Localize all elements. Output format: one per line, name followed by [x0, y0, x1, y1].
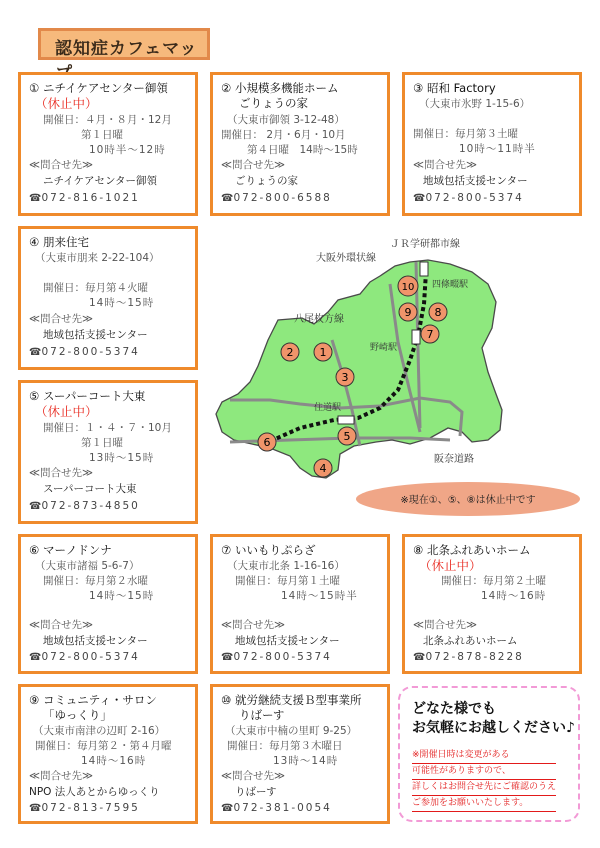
welcome-message: どなた様でも お気軽にお越しください♪ [412, 701, 575, 736]
label-jr-line: ＪＲ学研都市線 [390, 239, 460, 250]
cafe-name: ⑦ いいもりぷらざ [221, 543, 316, 557]
schedule-time: 13時～14時 [273, 755, 339, 767]
contact-label: ≪問合せ先≫ [221, 619, 285, 631]
schedule-day: 開催日：毎月第２・第４月曜 [35, 740, 172, 752]
contact-name: 地域包括支援センター [423, 175, 528, 187]
area-map [210, 232, 590, 528]
address: （大東市御領 3-12-48） [227, 114, 345, 126]
cafe-name-2: りばーす [239, 708, 285, 722]
contact-name: スーパーコート大東 [43, 483, 137, 495]
phone-number: ☎072-800-5374 [413, 192, 524, 204]
schedule-time: 13時～15時 [89, 452, 155, 464]
cafe-card-4 [18, 226, 198, 370]
cafe-card-1 [18, 72, 198, 216]
phone-number: ☎072-878-8228 [413, 651, 524, 663]
phone-number: ☎072-381-0054 [221, 802, 332, 814]
svg-text:1: 1 [319, 346, 327, 359]
contact-name: NPO 法人あとからゆっくり [29, 786, 160, 798]
cafe-name: ⑨ コミュニティ・サロン [29, 693, 157, 707]
svg-text:3: 3 [341, 371, 349, 384]
schedule-time: 10時～11時半 [459, 143, 536, 155]
cafe-name: ④ 朋来住宅 [29, 235, 89, 249]
contact-name: 地域包括支援センター [43, 329, 148, 341]
cafe-name: ⑩ 就労継続支援Ｂ型事業所 [221, 693, 362, 707]
svg-text:10: 10 [401, 282, 415, 293]
phone-icon: ☎ [29, 193, 42, 204]
contact-name: 北条ふれあいホーム [423, 635, 518, 647]
svg-text:2: 2 [286, 346, 294, 359]
phone-number: ☎072-873-4850 [29, 500, 140, 512]
cafe-name: ⑥ マーノドンナ [29, 543, 112, 557]
address: （大東市北条 1-16-16） [227, 560, 345, 572]
schedule-months: 開催日：１・４・７・10月 [43, 422, 172, 434]
svg-text:8: 8 [434, 306, 442, 319]
schedule-months: 開催日：４月・８月・12月 [43, 114, 172, 126]
phone-number: ☎072-813-7595 [29, 802, 140, 814]
phone-icon: ☎ [29, 803, 42, 814]
schedule-day: 開催日：毎月第３木曜日 [227, 740, 343, 752]
address: （大東市諸福 5-6-7） [35, 560, 140, 572]
cafe-name: ⑧ 北条ふれあいホーム [413, 543, 531, 557]
phone-number: ☎072-816-1021 [29, 192, 140, 204]
address: （大東市氷野 1-15-6） [419, 98, 531, 110]
phone-icon: ☎ [221, 193, 234, 204]
schedule-time: 14時～15時半 [281, 590, 358, 602]
contact-label: ≪問合せ先≫ [221, 770, 285, 782]
svg-text:7: 7 [426, 328, 434, 341]
schedule-day: 開催日：毎月第４火曜 [43, 282, 148, 294]
contact-label: ≪問合せ先≫ [413, 619, 477, 631]
phone-icon: ☎ [29, 347, 42, 358]
contact-name: りばーす [235, 786, 277, 798]
cafe-name: ⑤ スーパーコート大東 [29, 389, 146, 403]
contact-label: ≪問合せ先≫ [29, 313, 93, 325]
schedule-day: 開催日：毎月第１土曜 [235, 575, 340, 587]
label-shijonawate: 四條畷駅 [432, 280, 469, 290]
address: （大東市中楠の里町 9-25） [225, 725, 358, 737]
cafe-card-6 [18, 534, 198, 674]
contact-name: 地域包括支援センター [43, 635, 148, 647]
phone-icon: ☎ [29, 652, 42, 663]
page-title: 認知症カフェマッ [55, 39, 198, 59]
cafe-name: ② 小規模多機能ホーム [221, 81, 339, 95]
label-nozaki: 野崎駅 [370, 343, 398, 353]
phone-number: ☎072-800-5374 [29, 346, 140, 358]
closure-notice: ※現在①、⑤、⑧は休止中です [400, 495, 536, 506]
notice-box [398, 686, 580, 822]
closed-status: （休止中） [419, 558, 482, 573]
contact-label: ≪問合せ先≫ [29, 619, 93, 631]
schedule-day: 開催日：毎月第２土曜 [441, 575, 546, 587]
phone-icon: ☎ [221, 652, 234, 663]
contact-label: ≪問合せ先≫ [29, 159, 93, 171]
svg-text:6: 6 [263, 436, 271, 449]
contact-label: ≪問合せ先≫ [413, 159, 477, 171]
label-osaka-gaikan: 大阪外環状線 [316, 253, 376, 264]
cafe-card-8 [402, 534, 582, 674]
svg-text:4: 4 [319, 462, 327, 475]
closed-status: （休止中） [35, 404, 98, 419]
label-hachiohirakata: 八尾枚方線 [294, 314, 344, 325]
label-suminodo: 住道駅 [314, 403, 342, 413]
cafe-card-5 [18, 380, 198, 524]
schedule-time: 14時～15時 [89, 590, 155, 602]
schedule-months: 開催日： 2月・6月・10月 [221, 129, 346, 141]
phone-icon: ☎ [29, 501, 42, 512]
cafe-card-7 [210, 534, 390, 674]
phone-number: ☎072-800-5374 [221, 651, 332, 663]
svg-text:9: 9 [404, 306, 412, 319]
schedule-change-notice: ※開催日時は変更がある 可能性がありますので、 詳しくはお問合せ先にご確認のうえ ご参加をお願いいたします。 [412, 748, 556, 812]
phone-number: ☎072-800-6588 [221, 192, 332, 204]
contact-name: ごりょうの家 [235, 175, 298, 187]
contact-name: ニチイケアセンター御領 [43, 175, 158, 187]
phone-icon: ☎ [413, 652, 426, 663]
cafe-name: ① ニチイケアセンター御領 [29, 81, 168, 95]
closed-status: （休止中） [35, 96, 98, 111]
schedule-time: 14時～15時 [89, 297, 155, 309]
suminodo-station-mark [338, 416, 354, 424]
label-hannan: 阪奈道路 [434, 454, 474, 465]
schedule-week: 第１日曜 [81, 437, 123, 449]
address: （大東市朋来 2-22-104） [35, 252, 160, 264]
contact-name: 地域包括支援センター [235, 635, 340, 647]
schedule-time: 14時～16時 [481, 590, 547, 602]
contact-label: ≪問合せ先≫ [29, 770, 93, 782]
schedule-time: 10時半～12時 [89, 144, 166, 156]
cafe-name-2: 「ゆっくり」 [43, 708, 112, 722]
phone-icon: ☎ [413, 193, 426, 204]
cafe-name-2: ごりょうの家 [239, 96, 308, 110]
schedule-week-time: 第４日曜 14時～15時 [247, 144, 358, 156]
cafe-name: ③ 昭和 Factory [413, 81, 496, 95]
cafe-card-9 [18, 684, 198, 824]
phone-icon: ☎ [221, 803, 234, 814]
nozaki-station-mark [412, 330, 420, 344]
contact-label: ≪問合せ先≫ [29, 467, 93, 479]
phone-number: ☎072-800-5374 [29, 651, 140, 663]
contact-label: ≪問合せ先≫ [221, 159, 285, 171]
schedule-day: 開催日：毎月第２水曜 [43, 575, 148, 587]
shijonawate-station-mark [420, 262, 428, 276]
page-title-box [38, 28, 210, 60]
cafe-card-10 [210, 684, 390, 824]
cafe-card-3 [402, 72, 582, 216]
schedule-day: 開催日：毎月第３土曜 [413, 128, 518, 140]
svg-text:5: 5 [343, 430, 351, 443]
schedule-time: 14時～16時 [81, 755, 147, 767]
cafe-card-2 [210, 72, 390, 216]
schedule-week: 第１日曜 [81, 129, 123, 141]
address: （大東市南津の辺町 2-16） [33, 725, 166, 737]
